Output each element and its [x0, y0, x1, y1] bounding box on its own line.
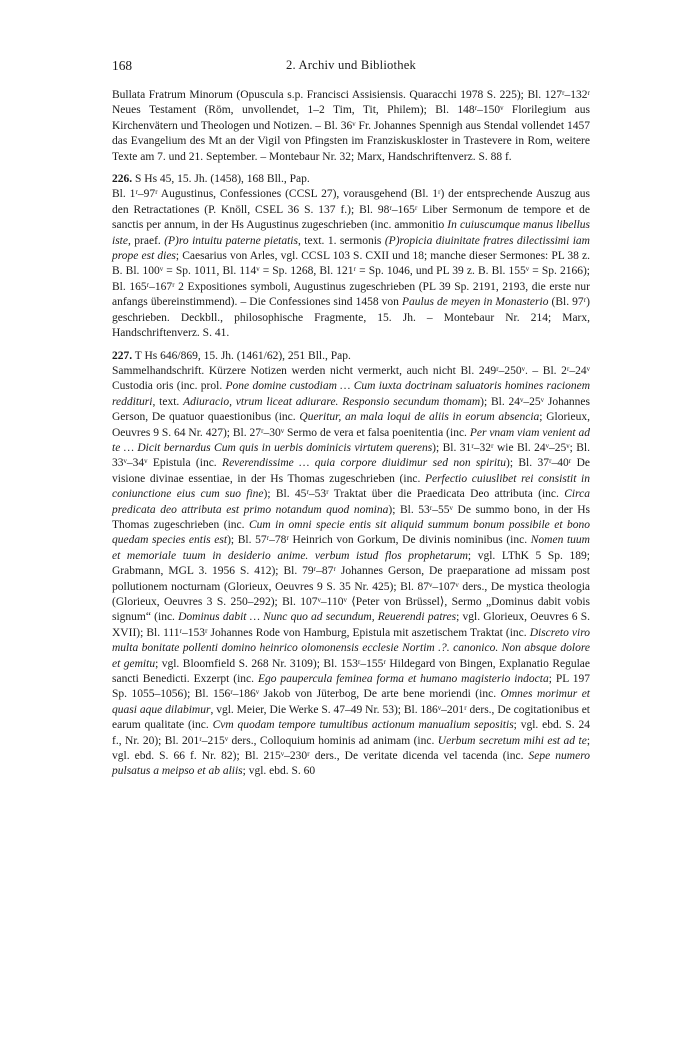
running-title: 2. Archiv und Bibliothek	[285, 58, 417, 72]
body-text: ); Bl. 45ʳ–53ʳ Traktat über die Praedicata Deo attributa (inc.	[263, 488, 565, 501]
incipit-text: In cuiuscumque manus libellus iste	[112, 219, 590, 247]
body-text: T Hs 646/869, 15. Jh. (1461/62), 251 Bll., Pap.	[132, 349, 351, 362]
incipit-text: Nomen tuum et memoriale tuum in desiderio anime. verbum istud flos prophetarum	[112, 534, 590, 562]
entry-number: 226.	[112, 173, 133, 186]
incipit-text: Circa predicata deo attributa est primo notandum quod nomina	[112, 488, 590, 516]
body-text: ; vgl. ebd. S. 66 f. Nr. 82); Bl. 215ᵛ–230ʳ ders., De veritate dicenda vel tacenda (inc.	[112, 734, 591, 763]
incipit-text: Omnes morimur et quasi aque dilabimur	[112, 688, 590, 716]
incipit-text: (P)ropicia diuinitate fratres dilectissimi iam prope est dies	[112, 234, 590, 263]
body-text: (Bl. 97ʳ) geschrieben. Deckbll., philosophische Fragmente, 15. Jh. – Montebaur Nr. 214; Marx, Handschriftenverz. S. 41.	[112, 296, 590, 340]
body-text: ; vgl. LThK 5 Sp. 189; Grabmann, MGL 3. 1956 S. 412); Bl. 79ʳ–87ʳ Johannes Gerson, De praeparatione ad missam post pollutionem nocturnam (Glorieux, Oeuvres 9 S. 35 Nr. 425); Bl. 87ᵛ–107ᵛ ders., De mystica theologia (Glorieux, Oeuvres 3 S. 250–292); Bl. 107ᵛ–110ᵛ ⟨Peter von Brüssel⟩, Sermo „Dominus dabit vobis signum“ (inc.	[112, 549, 590, 624]
incipit-text: Uerbum secretum mihi est ad te	[437, 734, 587, 747]
body-text: , text. 1. sermonis	[297, 234, 385, 247]
incipit-text: Perfectio cuiuslibet rei consistit in coniunctione eius cum suo fine	[112, 472, 590, 501]
body-text: ; vgl. Bloomfield S. 268 Nr. 3109); Bl. 153ʳ–155ʳ Hildegard von Bingen, Explanatio Regulae sancti Benedicti. Exzerpt (inc.	[112, 657, 590, 686]
body-text: ); Bl. 53ʳ–55ᵛ De summo bono, in der Hs Thomas zugeschrieben (inc.	[112, 503, 590, 531]
body-text: ; vgl. ebd. S. 60	[242, 765, 316, 778]
body-text: ; vgl. Glorieux, Oeuvres 6 S. XVII); Bl. 111ʳ–153ʳ Johannes Rode von Hamburg, Epistula mit aszetischem Traktat (inc.	[112, 611, 590, 639]
entry-226-description	[112, 187, 590, 341]
page-number: 168	[112, 58, 133, 73]
body-text: , text.	[152, 395, 184, 408]
incipit-text: Cum in omni specie entis sit aliquid summum bonum possibile et bono quedam species entis est	[112, 518, 590, 547]
incipit-text: Adiuracio, vtrum liceat adiurare. Responsio secundum thomam	[183, 395, 481, 408]
body-text: , vgl. Meier, Die Werke S. 47–49 Nr. 53); Bl. 186ᵛ–201ʳ ders., De cogitationibus et earum qualitate (inc.	[112, 703, 590, 732]
body-text: , praef.	[127, 234, 165, 247]
incipit-text: Queritur, an mala loqui de aliis in eorum absencia	[299, 411, 540, 424]
incipit-text: Sepe numero pulsatus a meipso et ab aliis	[112, 750, 590, 778]
body-text: Sammelhandschrift. Kürzere Notizen werden nicht vermerkt, auch nicht Bl. 249ʳ–250ᵛ. – Bl. 2ʳ–24ᵛ Custodia oris (inc. prol.	[112, 364, 590, 393]
incipit-text: (P)ro intuitu paterne pietatis	[164, 234, 298, 247]
body-text: ); Bl. 57ʳ–78ʳ Heinrich von Gorkum, De divinis nominibus (inc.	[227, 534, 531, 547]
paragraph-continuation	[112, 88, 590, 165]
incipit-text: Ego paupercula feminea forma et humano magisterio indocta	[257, 673, 549, 686]
incipit-text: Cvm quodam tempore tumultibus actionum manualium sepositis	[212, 719, 514, 732]
entry-227-heading	[112, 349, 590, 364]
body-text: S Hs 45, 15. Jh. (1458), 168 Bll., Pap.	[132, 173, 310, 186]
body-text: Bullata Fratrum Minorum (Opuscula s.p. Francisci Assisiensis. Quaracchi 1978 S. 225); Bl. 127ʳ–132ʳ Neues Testament (Röm, unvollendet, 1–2 Tim, Tit, Philem); Bl. 148ʳ–150ᵛ Florilegium aus Kirchenvätern und Theologen und Notizen. – Bl. 36ᵛ Fr. Johannes Spennigh aus Stendal vollendet 1457 das Evangelium des Mt an der Vigil von Pfingsten im Franziskuskloster in Trastevere in Rom, weitere Texte am 7. und 21. September. – Montebaur Nr. 32; Marx, Handschriftenverz. S. 88 f.	[112, 89, 590, 163]
page-header	[112, 58, 590, 78]
incipit-text: Paulus de meyen in Monasterio	[402, 296, 549, 309]
body-text: ; PL 197 Sp. 1055–1056); Bl. 156ʳ–186ᵛ Jakob von Jüterbog, De arte bene moriendi (inc.	[112, 673, 590, 701]
body-text: ; Glorieux, Oeuvres 9 S. 64 Nr. 427); Bl. 27ʳ–30ᵛ Sermo de vera et falsa poenitentia (inc.	[112, 411, 590, 439]
body-text: ); Bl. 37ʳ–40ʳ De visione divinae essentiae, in der Hs Thomas zugeschrieben (inc.	[112, 457, 590, 485]
entry-227-description	[112, 364, 590, 780]
page-body	[112, 88, 590, 780]
body-text: ); Bl. 31ʳ–32ʳ wie Bl. 24ᵛ–25ᵛ; Bl. 33ᵛ–34ᵛ Epistula (inc.	[112, 441, 590, 470]
body-text: Bl. 1ʳ–97ʳ Augustinus, Confessiones (CCSL 27), vorausgehend (Bl. 1ʳ) der entsprechende Auszug aus den Retractationes (P. Knöll, CSEL 36 S. 137 f.); Bl. 98ʳ–165ʳ Liber Sermonum de tempore et de sanctis per annum, in der Hs Augustinus zugeschrieben (inc. ammonitio	[112, 188, 590, 232]
body-text: ; vgl. ebd. S. 24 f., Nr. 20); Bl. 201ʳ–215ᵛ ders., Colloquium hominis ad animam (inc.	[112, 719, 590, 747]
entry-number: 227.	[112, 349, 133, 362]
incipit-text: Dominus dabit … Nunc quo ad secundum, Reuerendi patres	[178, 611, 457, 624]
incipit-text: Discreto viro multa bonitate pollenti domino heinrico olomonensis ecclesie Nortim .?. canonico. Non absque dolore et gemitu	[112, 626, 591, 670]
entry-226-heading	[112, 172, 590, 187]
incipit-text: Per vnam viam venient ad te … Dicit bernardus Cum quis in uerbis dominicis virtutem querens	[112, 426, 590, 454]
body-text: ); Bl. 24ᵛ–25ᵛ Johannes Gerson, De quatuor quaestionibus (inc.	[112, 395, 590, 424]
body-text: ; Caesarius von Arles, vgl. CCSL 103 S. CXII und 18; manche dieser Sermones: PL 38 z. B. Bl. 100ᵛ = Sp. 1011, Bl. 114ᵛ = Sp. 1268, Bl. 121ʳ = Sp. 1046, und PL 39 z. B. Bl. 155ᵛ = Sp. 2166); Bl. 165ʳ–167ʳ 2 Expositiones symboli, Augustinus zugeschrieben (PL 39 Sp. 2191, 2193, die erste nur anfangs übereinstimmend). – Die Confessiones sind 1458 von	[112, 250, 591, 309]
incipit-text: Pone domine custodiam … Cum iuxta doctrinam saluatoris homines racionem reddituri	[112, 380, 590, 408]
incipit-text: Reverendissime … quia corpore diuidimur sed non spiritu	[222, 457, 506, 470]
